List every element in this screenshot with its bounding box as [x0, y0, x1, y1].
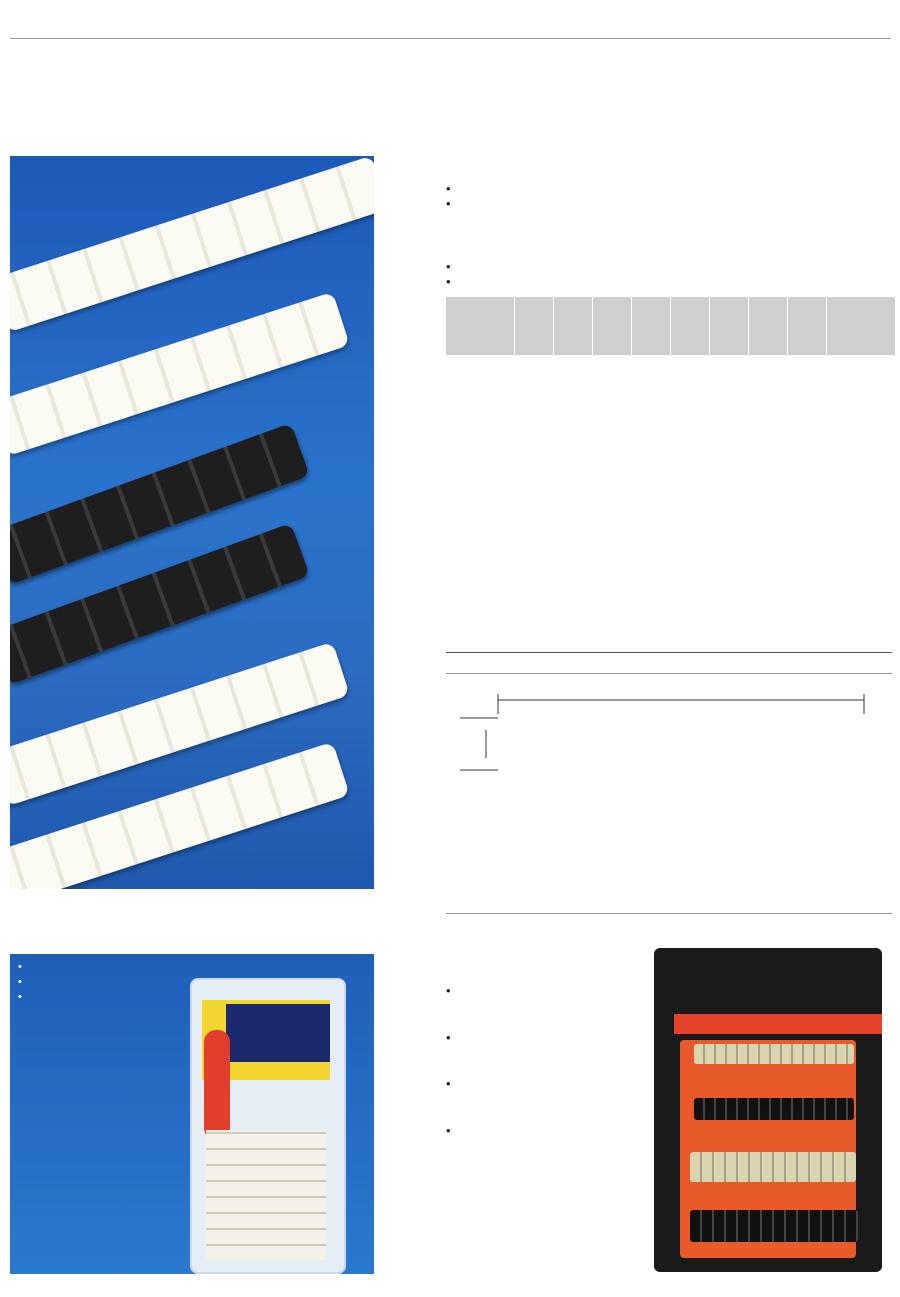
fbs-item — [18, 975, 22, 990]
chinese-bullet — [446, 196, 451, 211]
header-a — [632, 297, 671, 355]
table-bottom-rule — [446, 652, 892, 653]
spec-table — [446, 297, 896, 355]
card-banner — [674, 1014, 882, 1034]
english-bullet — [446, 274, 451, 289]
header-item — [446, 297, 515, 355]
terminal-blocks-photo — [10, 156, 374, 889]
header-volt — [749, 297, 788, 355]
tbs1204-item — [446, 1076, 454, 1092]
tbs1204-item — [446, 1123, 454, 1139]
table-header-row — [446, 297, 896, 355]
tbs1204-item — [446, 983, 454, 999]
chinese-bullet-list — [446, 181, 451, 211]
header-w — [554, 297, 593, 355]
header-l — [515, 297, 554, 355]
fbs-blister-pack — [190, 978, 346, 1274]
dimension-diagram — [446, 680, 892, 910]
header-mm2 — [710, 297, 749, 355]
english-bullet-list — [446, 259, 451, 289]
fbs-package-photo — [10, 954, 374, 1274]
tbs1204-item — [446, 1030, 454, 1046]
header-b — [671, 297, 710, 355]
diagram-top-rule — [446, 673, 892, 674]
fbs-item — [18, 960, 22, 975]
english-bullet — [446, 259, 451, 274]
fbs-item — [18, 990, 22, 1005]
header-packing — [827, 297, 896, 355]
tbs1204-card-photo — [654, 948, 882, 1272]
diagram-bottom-rule — [446, 913, 892, 914]
chinese-bullet — [446, 181, 451, 196]
fbs-pack-label — [226, 1004, 330, 1062]
header-amp — [788, 297, 827, 355]
top-divider — [10, 38, 891, 39]
fbs-item-list — [18, 960, 22, 1005]
tbs1204-item-list — [446, 952, 454, 1154]
header-h — [593, 297, 632, 355]
